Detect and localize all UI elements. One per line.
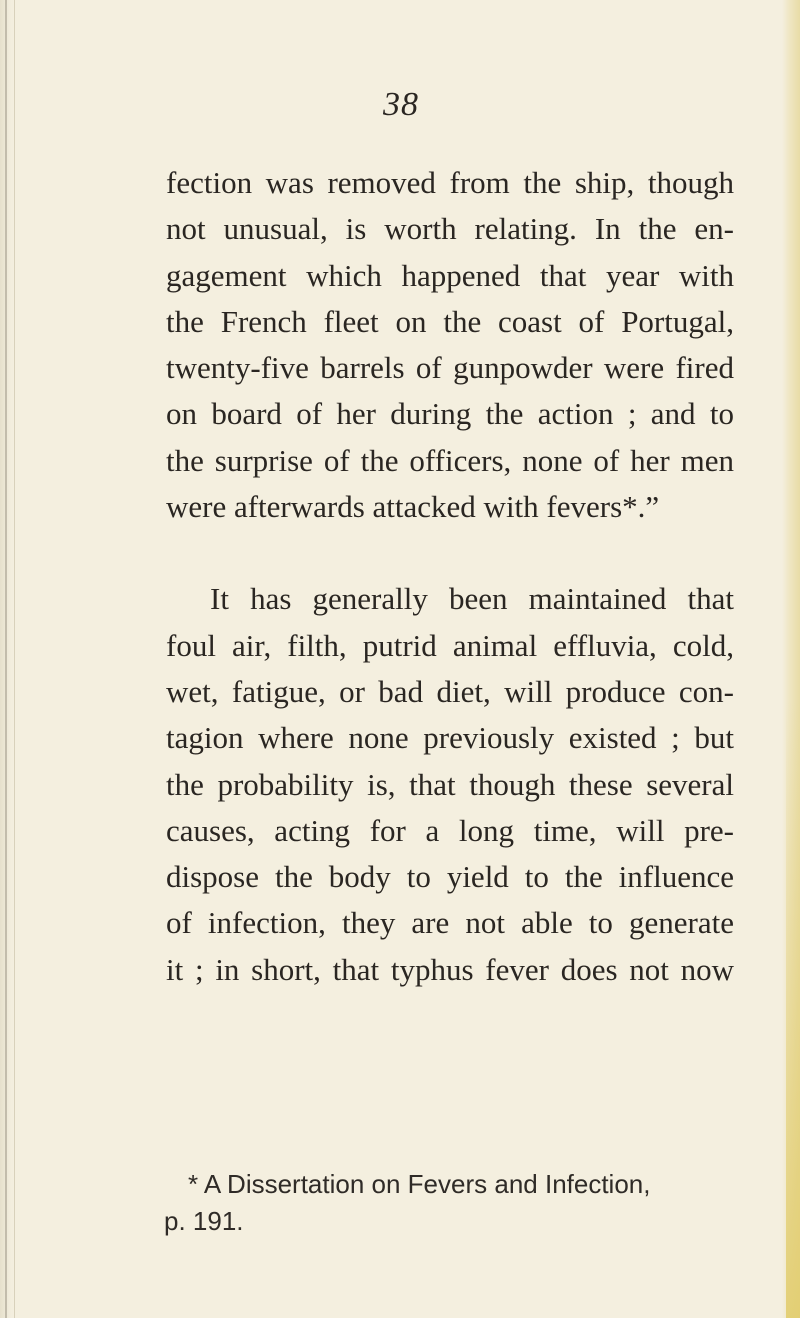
text-line: It has generally been maintained that bbox=[210, 581, 734, 617]
text-line: were afterwards attacked with fevers*.” bbox=[166, 489, 660, 525]
paragraph-2 bbox=[166, 576, 734, 993]
text-line: causes, acting for a long time, will pre- bbox=[166, 812, 734, 848]
text-line: not unusual, is worth relating. In the en- bbox=[166, 211, 734, 247]
page-binding-edge bbox=[0, 0, 15, 1318]
text-line: fection was removed from the ship, though bbox=[166, 165, 734, 200]
footnote-line: p. 191. bbox=[164, 1206, 244, 1236]
footnote-line: * A Dissertation on Fevers and Infection, bbox=[188, 1169, 651, 1199]
text-line: gagement which happened that year with bbox=[166, 257, 734, 293]
text-line: on board of her during the action ; and to bbox=[166, 396, 734, 432]
text-line: tagion where none previously existed ; but bbox=[166, 720, 734, 756]
page-number: 38 bbox=[383, 86, 419, 123]
text-line: it ; in short, that typhus fever does not now bbox=[166, 951, 734, 987]
footnote bbox=[164, 1166, 708, 1240]
text-line: dispose the body to yield to the influence bbox=[166, 859, 734, 895]
body-text bbox=[166, 160, 734, 993]
text-line: foul air, filth, putrid animal effluvia, cold, bbox=[166, 627, 734, 663]
text-line: twenty-five barrels of gunpowder were fired bbox=[166, 350, 734, 386]
binding-rule bbox=[5, 0, 7, 1318]
text-line: the surprise of the officers, none of her men bbox=[166, 442, 734, 478]
page-edge-stain bbox=[786, 700, 800, 1318]
paragraph-gap bbox=[166, 530, 734, 576]
text-line: wet, fatigue, or bad diet, will produce con- bbox=[166, 673, 734, 709]
text-line: the French fleet on the coast of Portugal, bbox=[166, 303, 734, 339]
paragraph-1 bbox=[166, 160, 734, 530]
page-outer-edge bbox=[782, 0, 800, 1318]
text-line: the probability is, that though these several bbox=[166, 766, 734, 802]
text-line: of infection, they are not able to generate bbox=[166, 905, 734, 941]
